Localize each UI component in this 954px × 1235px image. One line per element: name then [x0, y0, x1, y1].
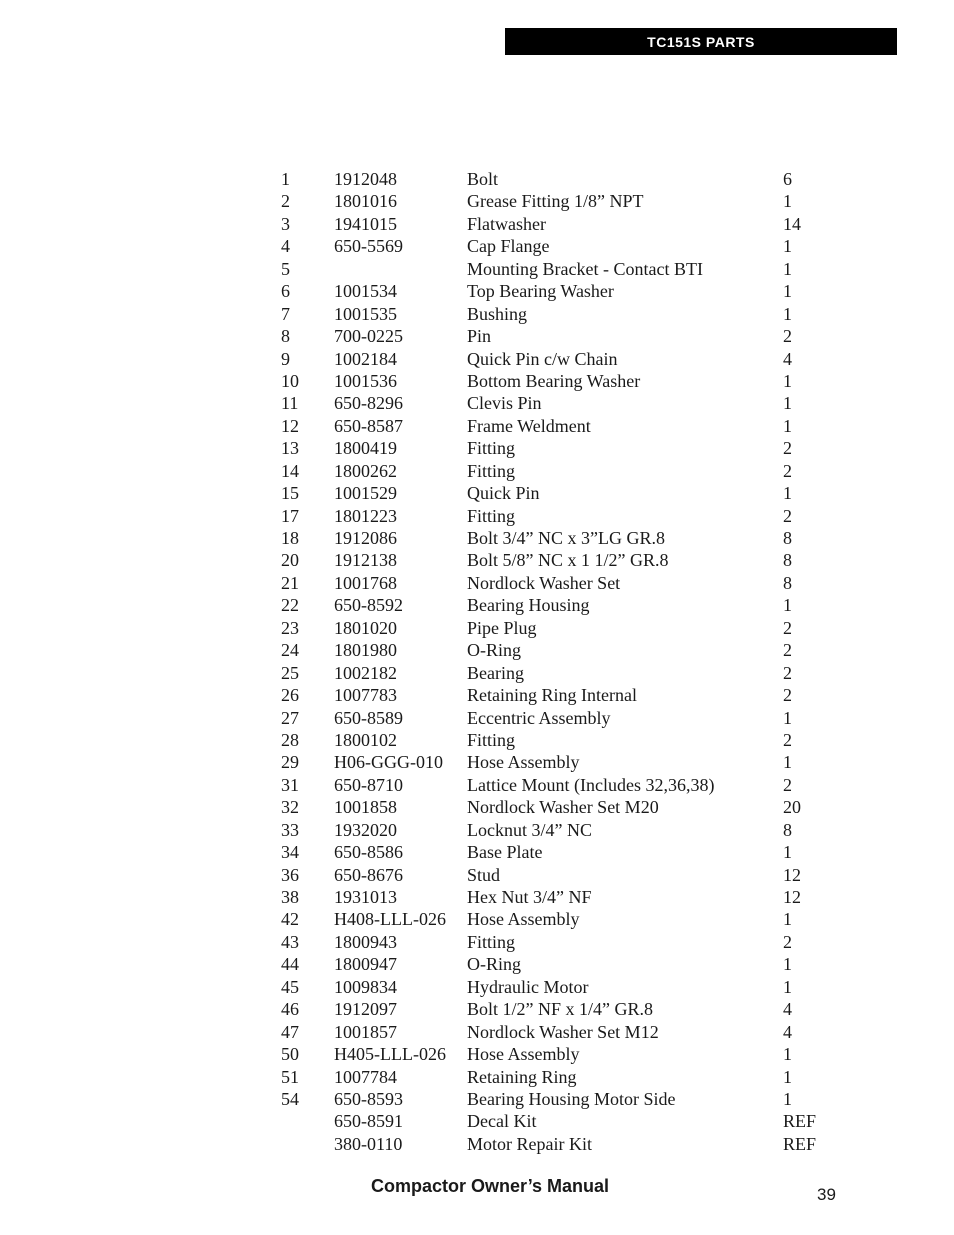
part-number: 700-0225: [334, 326, 403, 347]
part-number: 650-8587: [334, 415, 403, 436]
part-description: Bolt 3/4” NC x 3”LG GR.8: [467, 528, 665, 548]
table-row: [281, 953, 841, 975]
part-description: Quick Pin c/w Chain: [467, 348, 618, 369]
part-description: Bolt 5/8” NC x 1 1/2” GR.8: [467, 550, 669, 571]
quantity: 6: [783, 169, 792, 189]
quantity: 2: [783, 662, 792, 683]
item-number: 25: [281, 662, 299, 683]
item-number: 47: [281, 1021, 299, 1042]
parts-list-table: [281, 168, 841, 1155]
part-description: Clevis Pin: [467, 393, 542, 414]
item-number: 18: [281, 528, 299, 548]
table-row: [281, 841, 841, 863]
quantity: 1: [783, 1066, 792, 1087]
part-number: 1801020: [334, 617, 397, 638]
part-description: Hose Assembly: [467, 1044, 580, 1065]
item-number: 31: [281, 774, 299, 795]
part-description: Nordlock Washer Set M12: [467, 1021, 659, 1042]
quantity: 8: [783, 572, 792, 593]
part-number: 1009834: [334, 976, 397, 997]
quantity: 2: [783, 505, 792, 526]
item-number: 13: [281, 438, 299, 459]
quantity: 2: [783, 438, 792, 459]
part-description: Cap Flange: [467, 236, 550, 257]
quantity: 8: [783, 819, 792, 840]
table-row: [281, 998, 841, 1020]
part-description: Motor Repair Kit: [467, 1133, 592, 1154]
part-number: 1941015: [334, 213, 397, 234]
table-row: [281, 617, 841, 639]
page-number: 39: [817, 1185, 836, 1204]
part-description: Top Bearing Washer: [467, 281, 614, 302]
quantity: 1: [783, 976, 792, 997]
part-description: Pin: [467, 326, 492, 347]
quantity: 1: [783, 954, 792, 975]
item-number: 32: [281, 797, 299, 818]
item-number: 6: [281, 281, 290, 302]
part-description: Fitting: [467, 931, 516, 952]
quantity: 8: [783, 528, 792, 548]
quantity: 2: [783, 326, 792, 347]
quantity: 1: [783, 909, 792, 930]
quantity: 1: [783, 1044, 792, 1065]
table-row: [281, 1088, 841, 1110]
table-row: [281, 549, 841, 571]
item-number: 38: [281, 887, 299, 907]
part-number: 650-8589: [334, 707, 403, 728]
part-number: 1912138: [334, 550, 397, 571]
quantity: 2: [783, 729, 792, 750]
quantity: 2: [783, 685, 792, 706]
item-number: 3: [281, 213, 290, 234]
part-description: Lattice Mount (Includes 32,36,38): [467, 774, 715, 795]
part-description: Bearing Housing: [467, 595, 590, 616]
item-number: 42: [281, 909, 299, 930]
table-row: [281, 707, 841, 729]
part-number: 650-8592: [334, 595, 403, 616]
table-row: [281, 348, 841, 370]
part-description: Locknut 3/4” NC: [467, 819, 592, 840]
part-description: Bushing: [467, 303, 528, 324]
part-number: 1912048: [334, 169, 397, 189]
quantity: 1: [783, 191, 792, 212]
table-row: [281, 460, 841, 482]
part-number: 1800947: [334, 954, 397, 975]
item-number: 8: [281, 326, 290, 347]
item-number: 24: [281, 640, 299, 661]
item-number: 12: [281, 415, 299, 436]
part-description: Stud: [467, 864, 501, 885]
item-number: 27: [281, 707, 299, 728]
item-number: 9: [281, 348, 290, 369]
quantity: 1: [783, 842, 792, 863]
item-number: 50: [281, 1044, 299, 1065]
item-number: 26: [281, 685, 299, 706]
part-description: Hose Assembly: [467, 752, 580, 773]
table-row: [281, 796, 841, 818]
part-number: 650-8586: [334, 842, 403, 863]
table-row: [281, 325, 841, 347]
section-header-bar: [505, 28, 897, 55]
table-row: [281, 886, 841, 908]
quantity: 2: [783, 617, 792, 638]
quantity: 1: [783, 1088, 792, 1109]
part-number: 1800419: [334, 438, 397, 459]
quantity: 4: [783, 999, 792, 1020]
part-description: Grease Fitting 1/8” NPT: [467, 191, 644, 212]
table-row: [281, 392, 841, 414]
item-number: 20: [281, 550, 299, 571]
part-description: Frame Weldment: [467, 415, 591, 436]
table-row: [281, 774, 841, 796]
part-number: 650-8591: [334, 1111, 403, 1132]
table-row: [281, 437, 841, 459]
part-description: Base Plate: [467, 842, 543, 863]
part-description: Retaining Ring Internal: [467, 685, 637, 706]
quantity: 1: [783, 595, 792, 616]
part-number: 650-8296: [334, 393, 403, 414]
table-row: [281, 190, 841, 212]
part-description: O-Ring: [467, 640, 521, 661]
quantity: 1: [783, 281, 792, 302]
item-number: 51: [281, 1066, 299, 1087]
table-row: [281, 864, 841, 886]
item-number: 44: [281, 954, 299, 975]
table-row: [281, 213, 841, 235]
item-number: 23: [281, 617, 299, 638]
item-number: 33: [281, 819, 299, 840]
quantity: 1: [783, 707, 792, 728]
table-row: [281, 415, 841, 437]
quantity: 1: [783, 483, 792, 504]
item-number: 14: [281, 460, 299, 481]
item-number: 54: [281, 1088, 299, 1109]
quantity: 2: [783, 640, 792, 661]
item-number: 11: [281, 393, 299, 414]
item-number: 34: [281, 842, 299, 863]
part-number: 1801980: [334, 640, 397, 661]
part-description: Flatwasher: [467, 213, 546, 234]
table-row: [281, 662, 841, 684]
item-number: 10: [281, 370, 299, 391]
part-number: 1800943: [334, 931, 397, 952]
table-row: [281, 303, 841, 325]
quantity: 1: [783, 415, 792, 436]
part-number: 1001536: [334, 370, 397, 391]
part-description: Bolt 1/2” NF x 1/4” GR.8: [467, 999, 654, 1020]
part-description: Hydraulic Motor: [467, 976, 589, 997]
item-number: 4: [281, 236, 290, 257]
table-row: [281, 1110, 841, 1132]
table-row: [281, 258, 841, 280]
quantity: REF: [783, 1111, 817, 1132]
part-number: 1912097: [334, 999, 397, 1020]
part-description: Nordlock Washer Set M20: [467, 797, 659, 818]
quantity: 2: [783, 931, 792, 952]
part-description: Bearing Housing Motor Side: [467, 1088, 676, 1109]
item-number: 45: [281, 976, 299, 997]
part-description: Fitting: [467, 729, 516, 750]
part-number: 1001529: [334, 483, 397, 504]
part-number: H405-LLL-026: [334, 1044, 446, 1065]
quantity: 1: [783, 370, 792, 391]
part-description: Decal Kit: [467, 1111, 537, 1132]
part-number: 1001857: [334, 1021, 397, 1042]
table-row: [281, 1043, 841, 1065]
part-description: Fitting: [467, 505, 516, 526]
item-number: 1: [281, 169, 290, 189]
part-description: Hex Nut 3/4” NF: [467, 887, 592, 907]
table-row: [281, 527, 841, 549]
table-row: [281, 594, 841, 616]
quantity: 1: [783, 236, 792, 257]
table-row: [281, 908, 841, 930]
quantity: REF: [783, 1133, 817, 1154]
table-row: [281, 639, 841, 661]
table-row: [281, 505, 841, 527]
table-row: [281, 370, 841, 392]
quantity: 1: [783, 752, 792, 773]
part-description: O-Ring: [467, 954, 521, 975]
part-description: Pipe Plug: [467, 617, 537, 638]
part-number: 1001858: [334, 797, 397, 818]
part-number: H408-LLL-026: [334, 909, 446, 930]
table-row: [281, 1021, 841, 1043]
item-number: 29: [281, 752, 299, 773]
item-number: 5: [281, 258, 290, 279]
part-description: Eccentric Assembly: [467, 707, 611, 728]
part-description: Quick Pin: [467, 483, 540, 504]
part-number: 380-0110: [334, 1133, 403, 1154]
part-description: Bottom Bearing Washer: [467, 370, 641, 391]
part-number: 1007784: [334, 1066, 397, 1087]
item-number: 46: [281, 999, 299, 1020]
manual-title: Compactor Owner’s Manual: [371, 1176, 610, 1196]
table-row: [281, 729, 841, 751]
quantity: 1: [783, 393, 792, 414]
part-number: 1931013: [334, 887, 397, 907]
item-number: 15: [281, 483, 299, 504]
item-number: 17: [281, 505, 299, 526]
part-number: 650-8710: [334, 774, 403, 795]
quantity: 12: [783, 887, 801, 907]
part-description: Hose Assembly: [467, 909, 580, 930]
item-number: 43: [281, 931, 299, 952]
item-number: 7: [281, 303, 290, 324]
part-description: Bearing: [467, 662, 524, 683]
part-number: 1932020: [334, 819, 397, 840]
part-description: Nordlock Washer Set: [467, 572, 621, 593]
table-row: [281, 1133, 841, 1155]
part-number: H06-GGG-010: [334, 752, 443, 773]
item-number: 36: [281, 864, 299, 885]
quantity: 2: [783, 774, 792, 795]
quantity: 1: [783, 303, 792, 324]
quantity: 4: [783, 348, 792, 369]
part-number: 1002182: [334, 662, 397, 683]
part-number: 1800102: [334, 729, 397, 750]
table-row: [281, 684, 841, 706]
table-row: [281, 280, 841, 302]
part-number: 1007783: [334, 685, 397, 706]
table-row: [281, 819, 841, 841]
section-title: TC151S PARTS: [647, 33, 755, 50]
part-description: Retaining Ring: [467, 1066, 577, 1087]
part-number: 1001535: [334, 303, 397, 324]
part-description: Bolt: [467, 169, 499, 189]
table-row: [281, 235, 841, 257]
part-description: Fitting: [467, 460, 516, 481]
quantity: 14: [783, 213, 801, 234]
part-number: 650-8593: [334, 1088, 403, 1109]
table-row: [281, 976, 841, 998]
item-number: 2: [281, 191, 290, 212]
table-row: [281, 931, 841, 953]
table-row: [281, 751, 841, 773]
part-number: 1001534: [334, 281, 397, 302]
quantity: 1: [783, 258, 792, 279]
item-number: 21: [281, 572, 299, 593]
table-row: [281, 482, 841, 504]
item-number: 22: [281, 595, 299, 616]
part-number: 1801016: [334, 191, 397, 212]
part-description: Fitting: [467, 438, 516, 459]
part-number: 650-8676: [334, 864, 403, 885]
quantity: 2: [783, 460, 792, 481]
part-number: 1001768: [334, 572, 397, 593]
table-row: [281, 572, 841, 594]
part-number: 1800262: [334, 460, 397, 481]
part-description: Mounting Bracket - Contact BTI: [467, 258, 703, 279]
part-number: 1912086: [334, 528, 397, 548]
table-row: [281, 1066, 841, 1088]
item-number: 28: [281, 729, 299, 750]
quantity: 4: [783, 1021, 792, 1042]
table-row: [281, 168, 841, 190]
quantity: 8: [783, 550, 792, 571]
part-number: 1002184: [334, 348, 397, 369]
quantity: 12: [783, 864, 801, 885]
part-number: 1801223: [334, 505, 397, 526]
quantity: 20: [783, 797, 801, 818]
part-number: 650-5569: [334, 236, 403, 257]
